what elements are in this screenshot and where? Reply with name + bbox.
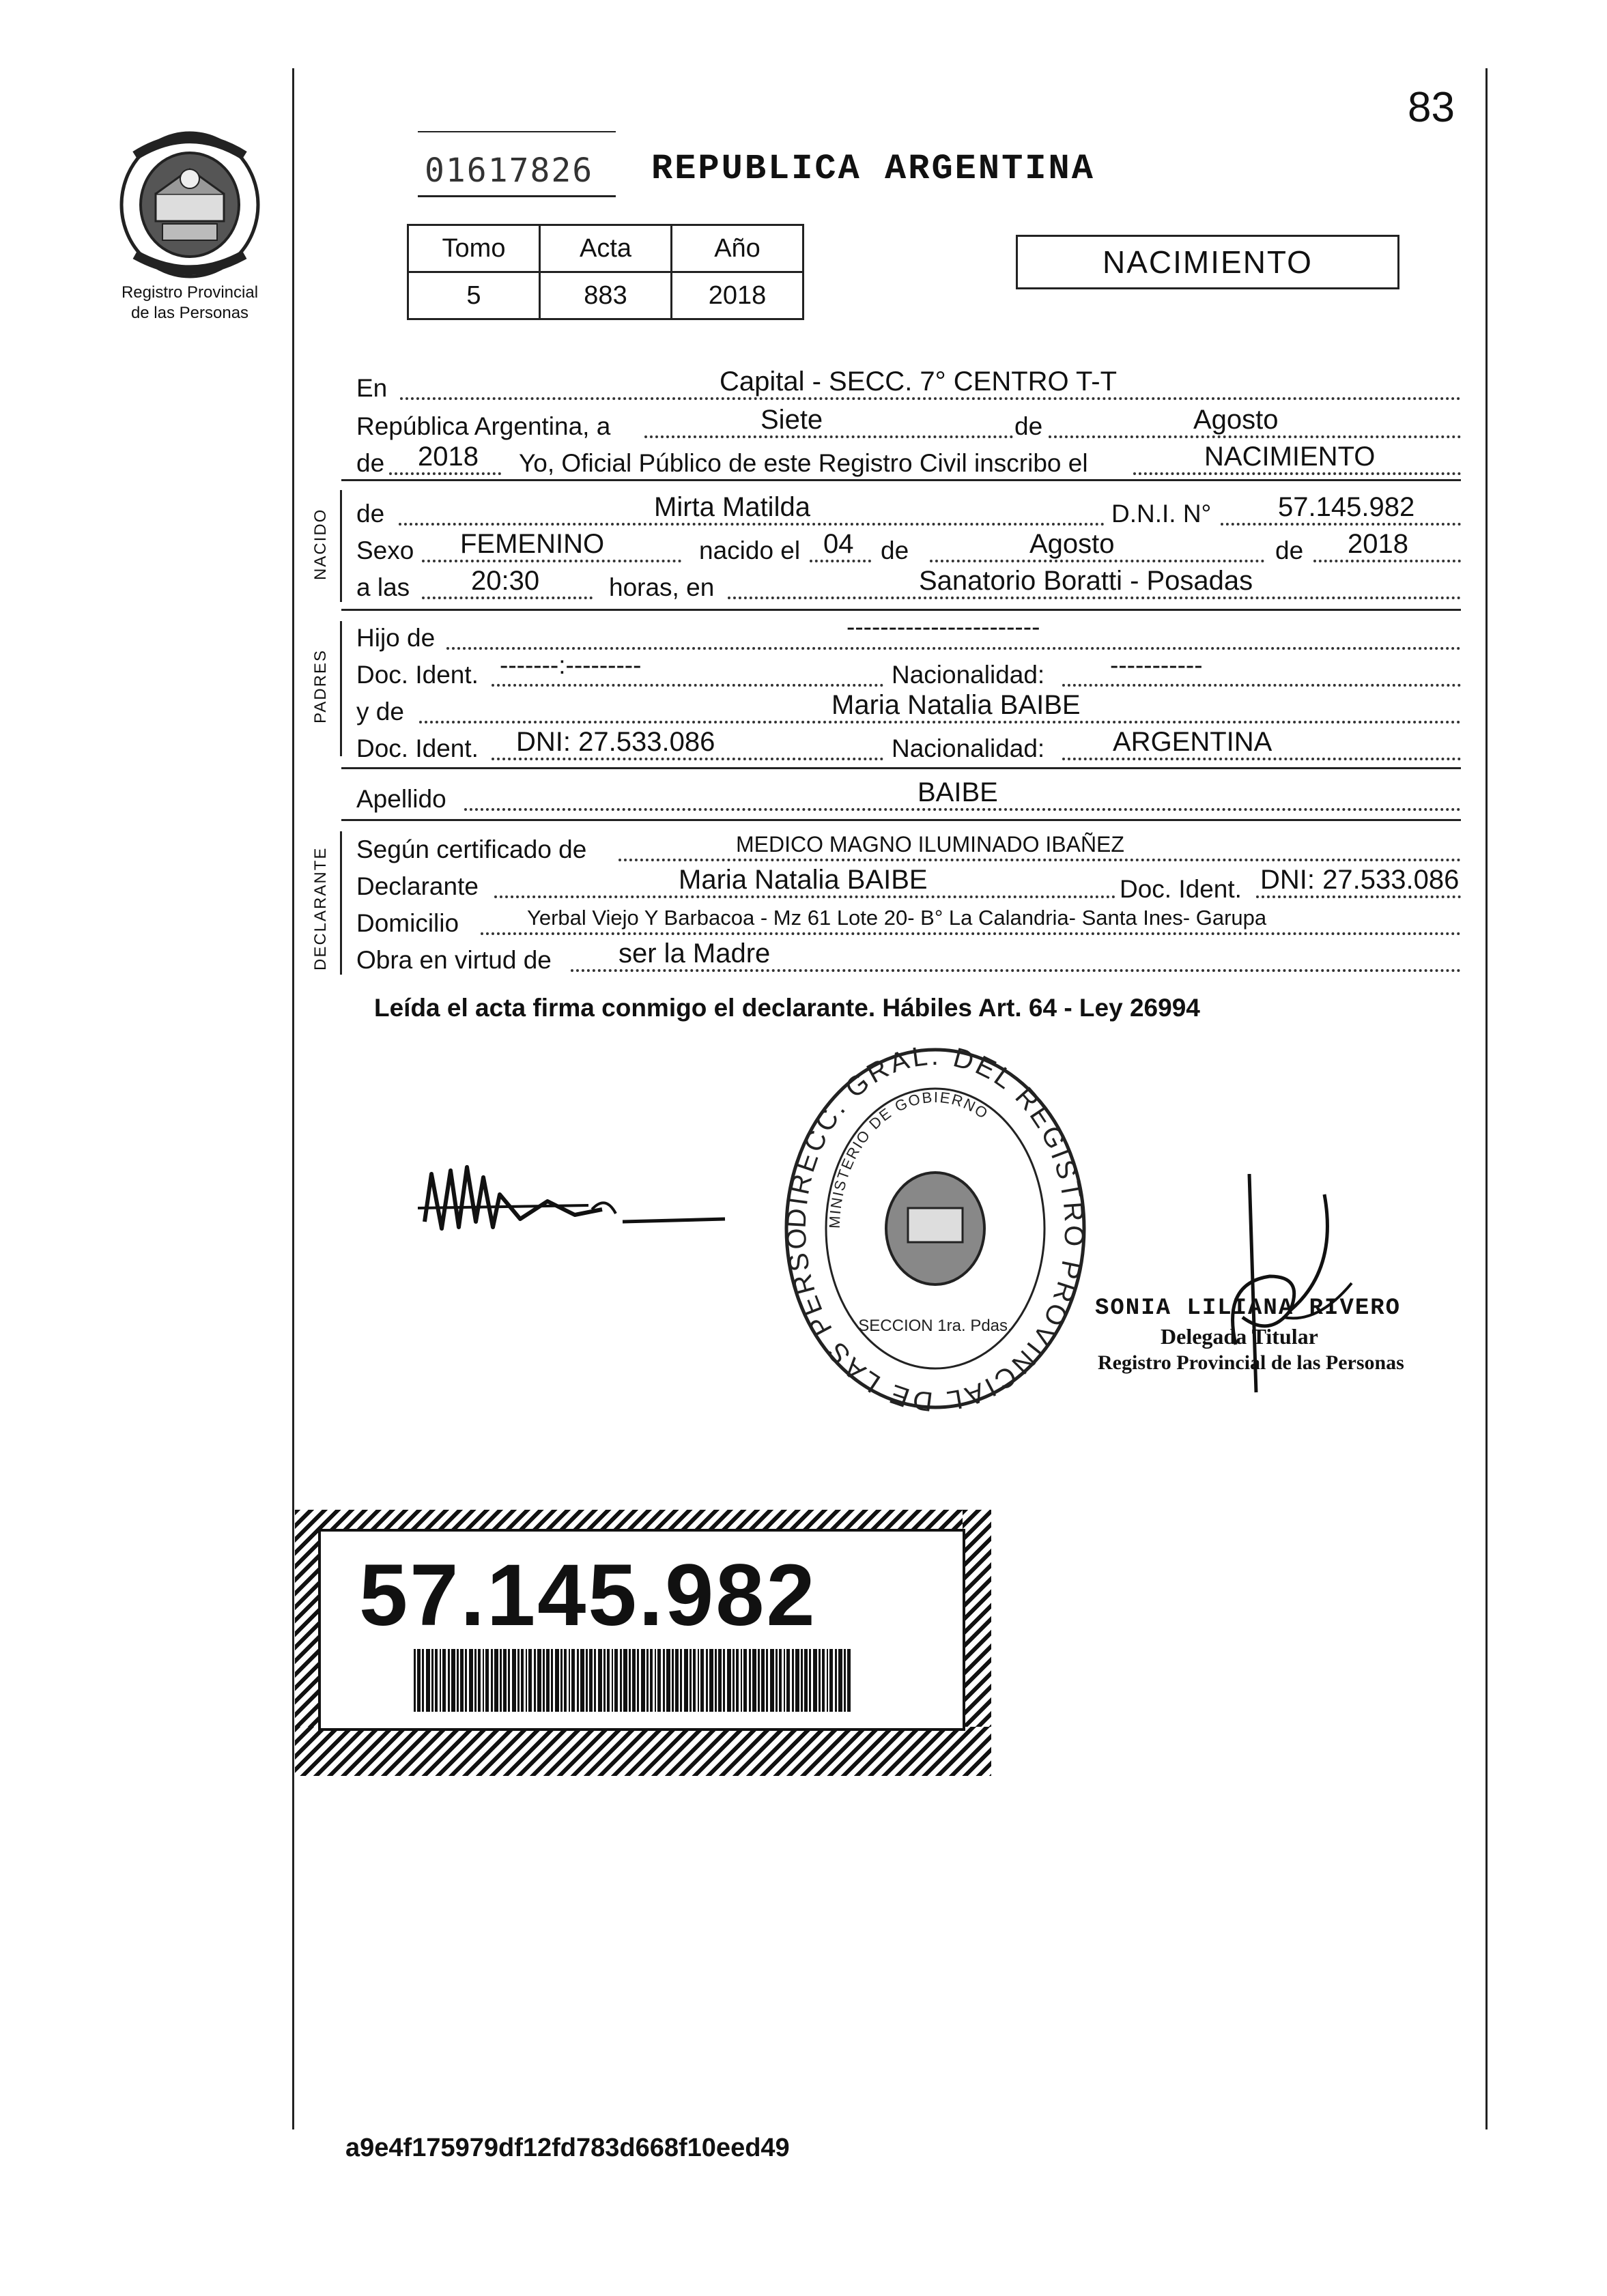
obra-value: ser la Madre xyxy=(618,938,771,968)
yde-label: y de xyxy=(356,698,404,726)
barcode-bar xyxy=(537,1649,541,1712)
barcode-bar xyxy=(838,1649,842,1712)
newborn-sex: FEMENINO xyxy=(460,529,605,559)
barcode-bar xyxy=(706,1649,708,1712)
barcode-bar xyxy=(620,1649,622,1712)
barcode-bar xyxy=(743,1649,747,1712)
registration-year: 2018 xyxy=(418,442,479,472)
section-label-nacido: NACIDO xyxy=(311,508,330,580)
newborn-name: Mirta Matilda xyxy=(654,492,810,522)
barcode-bar xyxy=(835,1649,837,1712)
declarant-address: Yerbal Viejo Y Barbacoa - Mz 61 Lote 20- B° La Calandria- Santa Ines- Garupa xyxy=(527,906,1267,930)
mother-nationality: ARGENTINA xyxy=(1113,727,1272,757)
barcode-bar xyxy=(641,1649,645,1712)
surname: BAIBE xyxy=(918,777,998,807)
serial-stamp xyxy=(418,127,616,202)
barcode-bar xyxy=(551,1649,553,1712)
barcode-sticker xyxy=(318,1529,965,1731)
page-number: 83 xyxy=(1408,84,1455,131)
registry-logo xyxy=(115,128,265,278)
barcode-bar xyxy=(448,1649,450,1712)
barcode-icon xyxy=(414,1649,851,1712)
barcode-bar xyxy=(646,1649,649,1712)
barcode-bar xyxy=(465,1649,467,1712)
barcode-bar xyxy=(666,1649,670,1712)
barcode-bar xyxy=(680,1649,682,1712)
nacido-de-label: de xyxy=(356,500,385,528)
barcode-bar xyxy=(528,1649,532,1712)
barcode-bar xyxy=(526,1649,527,1712)
barcode-bar xyxy=(485,1649,489,1712)
barcode-bar xyxy=(693,1649,696,1712)
divider-intro xyxy=(341,479,1461,481)
birth-de-label: de xyxy=(881,536,909,564)
hijo-de-label: Hijo de xyxy=(356,624,436,652)
inscription-type: NACIMIENTO xyxy=(1204,442,1376,472)
newborn-dni: 57.145.982 xyxy=(1278,492,1415,522)
stamp-outer-text: DIRECC. GRAL. DEL REGISTRO PROVINCIAL DE LAS PERSO xyxy=(781,1044,1090,1413)
barcode-bar xyxy=(589,1649,593,1712)
provincial-seal-icon xyxy=(115,128,265,278)
barcode-bars xyxy=(414,1649,851,1712)
nacido-el-label: nacido el xyxy=(699,536,801,564)
barcode-bar xyxy=(483,1649,484,1712)
barcode-bar xyxy=(727,1649,731,1712)
barcode-bar xyxy=(503,1649,507,1712)
barcode-bar xyxy=(819,1649,821,1712)
barcode-bar xyxy=(569,1649,570,1712)
father-nat-label: Nacionalidad: xyxy=(892,661,1045,689)
left-margin-line xyxy=(292,68,294,2129)
right-margin-line xyxy=(1485,68,1488,2129)
registration-day: Siete xyxy=(760,405,823,435)
barcode-bar xyxy=(426,1649,430,1712)
father-doc: -------:--------- xyxy=(500,651,642,679)
barcode-bar xyxy=(672,1649,674,1712)
barcode-bar xyxy=(770,1649,774,1712)
closing-text: Leída el acta firma conmigo el declarante. Hábiles Art. 64 - Ley 26994 xyxy=(374,994,1200,1022)
barcode-bar xyxy=(580,1649,584,1712)
barcode-bar xyxy=(478,1649,481,1712)
officer-text: Yo, Oficial Público de este Registro Civil inscribo el xyxy=(519,449,1088,477)
book-table-header-row xyxy=(408,225,804,272)
barcode-bar xyxy=(417,1649,421,1712)
barcode-bar xyxy=(801,1649,803,1712)
barcode-bar xyxy=(442,1649,446,1712)
barcode-bar xyxy=(723,1649,725,1712)
barcode-bar xyxy=(508,1649,510,1712)
barcode-bar xyxy=(500,1649,502,1712)
barcode-bar xyxy=(451,1649,455,1712)
barcode-bar xyxy=(795,1649,799,1712)
official-stamp xyxy=(778,1044,1092,1413)
barcode-bar xyxy=(655,1649,656,1712)
barcode-bar xyxy=(571,1649,575,1712)
section-label-padres: PADRES xyxy=(311,649,330,723)
official-name: SONIA LILIANA RIVERO xyxy=(1095,1295,1402,1321)
barcode-bar xyxy=(809,1649,811,1712)
barcode-bar xyxy=(786,1649,790,1712)
barcode-bar xyxy=(623,1649,627,1712)
divider-nacido xyxy=(341,609,1461,611)
barcode-bar xyxy=(784,1649,785,1712)
domicilio-label: Domicilio xyxy=(356,909,459,937)
declarant-doc-label: Doc. Ident. xyxy=(1120,875,1242,903)
barcode-bar xyxy=(733,1649,735,1712)
barcode-bar xyxy=(698,1649,699,1712)
father-nationality: ----------- xyxy=(1110,651,1203,679)
barcode-bar xyxy=(460,1649,464,1712)
stamp-bottom-text: SECCION 1ra. Pdas. xyxy=(858,1317,1012,1335)
section-bar-padres xyxy=(340,621,342,756)
document-hash: a9e4f175979df12fd783d668f10eed49 xyxy=(345,2134,790,2162)
barcode-bar xyxy=(614,1649,618,1712)
barcode-bar xyxy=(546,1649,550,1712)
barcode-bar xyxy=(675,1649,679,1712)
barcode-bar xyxy=(761,1649,765,1712)
declarant-name: Maria Natalia BAIBE xyxy=(679,865,928,895)
declarante-label: Declarante xyxy=(356,872,479,900)
barcode-bar xyxy=(766,1649,768,1712)
barcode-bar xyxy=(422,1649,424,1712)
divider-apellido xyxy=(341,819,1461,821)
registry-label xyxy=(87,283,292,324)
alas-label: a las xyxy=(356,573,410,601)
barcode-bar xyxy=(521,1649,524,1712)
barcode-bar xyxy=(715,1649,717,1712)
book-table-header-ano: Año xyxy=(672,225,804,272)
barcode-bar xyxy=(813,1649,817,1712)
book-table-header-acta: Acta xyxy=(540,225,672,272)
book-table-value-row xyxy=(408,272,804,319)
de-label-year: de xyxy=(356,449,385,477)
barcode-bar xyxy=(632,1649,636,1712)
birth-year: 2018 xyxy=(1348,529,1408,559)
registry-label-line1: Registro Provincial xyxy=(121,283,259,302)
barcode-bar xyxy=(577,1649,579,1712)
barcode-bar xyxy=(517,1649,520,1712)
divider-padres xyxy=(341,767,1461,769)
apellido-label: Apellido xyxy=(356,785,446,813)
certificate-doctor: MEDICO MAGNO ILUMINADO IBAÑEZ xyxy=(736,832,1124,857)
barcode-bar xyxy=(827,1649,828,1712)
stamp-inner-text: MINISTERIO DE GOBIERNO xyxy=(825,1088,992,1229)
barcode-bar xyxy=(822,1649,825,1712)
barcode-bar xyxy=(512,1649,516,1712)
country-title: REPUBLICA ARGENTINA xyxy=(651,149,1095,189)
barcode-bar xyxy=(689,1649,692,1712)
section-label-declarante: DECLARANTE xyxy=(311,846,330,971)
barcode-bar xyxy=(564,1649,567,1712)
barcode-number: 57.145.982 xyxy=(359,1547,817,1644)
registry-place: Capital - SECC. 7° CENTRO T-T xyxy=(720,367,1118,397)
section-bar-declarante xyxy=(340,831,342,975)
barcode-bar xyxy=(844,1649,846,1712)
book-table xyxy=(407,224,804,320)
barcode-bar xyxy=(534,1649,536,1712)
sexo-label: Sexo xyxy=(356,536,414,564)
de-label-day: de xyxy=(1014,412,1043,440)
father-doc-label: Doc. Ident. xyxy=(356,661,479,689)
barcode-bar xyxy=(741,1649,742,1712)
barcode-bar xyxy=(663,1649,665,1712)
obra-label: Obra en virtud de xyxy=(356,946,552,974)
barcode-bar xyxy=(612,1649,613,1712)
barcode-bar xyxy=(560,1649,563,1712)
declarant-signature xyxy=(418,1153,732,1242)
official-stamp-icon xyxy=(778,1044,1092,1413)
birth-day: 04 xyxy=(823,529,854,559)
father-name: ----------------------- xyxy=(847,613,1040,641)
book-table-value-acta: 883 xyxy=(540,272,672,319)
barcode-bar xyxy=(804,1649,808,1712)
barcode-bar xyxy=(650,1649,653,1712)
record-type-box: NACIMIENTO xyxy=(1016,235,1399,289)
birth-month: Agosto xyxy=(1029,529,1115,559)
book-table-header-tomo: Tomo xyxy=(408,225,540,272)
barcode-bar xyxy=(684,1649,688,1712)
registration-month: Agosto xyxy=(1193,405,1279,435)
barcode-bar xyxy=(629,1649,631,1712)
mother-name: Maria Natalia BAIBE xyxy=(831,690,1081,720)
declarant-doc: DNI: 27.533.086 xyxy=(1260,865,1460,895)
barcode-bar xyxy=(586,1649,588,1712)
handwritten-signature-icon xyxy=(418,1153,732,1242)
barcode-bar xyxy=(414,1649,416,1712)
birth-de-label2: de xyxy=(1275,536,1304,564)
barcode-bar xyxy=(491,1649,493,1712)
barcode-bar xyxy=(598,1649,602,1712)
official-role-line2: Registro Provincial de las Personas xyxy=(1098,1351,1404,1374)
sticker-frame-bottom xyxy=(295,1727,991,1776)
registry-label-line2: de las Personas xyxy=(130,304,249,322)
en-label: En xyxy=(356,374,388,402)
barcode-bar xyxy=(749,1649,751,1712)
barcode-bar xyxy=(440,1649,441,1712)
republica-label: República Argentina, a xyxy=(356,412,611,440)
barcode-bar xyxy=(603,1649,606,1712)
official-role-line1: Delegada Titular xyxy=(1161,1324,1318,1349)
barcode-bar xyxy=(718,1649,722,1712)
barcode-bar xyxy=(637,1649,639,1712)
barcode-bar xyxy=(736,1649,739,1712)
barcode-bar xyxy=(607,1649,610,1712)
barcode-bar xyxy=(435,1649,438,1712)
mother-doc-label: Doc. Ident. xyxy=(356,734,479,762)
birth-time: 20:30 xyxy=(471,566,540,596)
barcode-bar xyxy=(829,1649,833,1712)
barcode-bar xyxy=(494,1649,498,1712)
barcode-bar xyxy=(431,1649,433,1712)
barcode-bar xyxy=(555,1649,559,1712)
barcode-bar xyxy=(543,1649,545,1712)
section-bar-nacido xyxy=(340,490,342,602)
barcode-bar xyxy=(792,1649,794,1712)
barcode-bar xyxy=(457,1649,459,1712)
barcode-bar xyxy=(474,1649,477,1712)
mother-nat-label: Nacionalidad: xyxy=(892,734,1045,762)
barcode-bar xyxy=(469,1649,473,1712)
barcode-bar xyxy=(752,1649,756,1712)
dni-label: D.N.I. N° xyxy=(1111,500,1212,528)
barcode-bar xyxy=(776,1649,778,1712)
book-table-value-ano: 2018 xyxy=(672,272,804,319)
barcode-bar xyxy=(847,1649,851,1712)
barcode-bar xyxy=(758,1649,760,1712)
barcode-bar xyxy=(657,1649,661,1712)
horas-label: horas, en xyxy=(609,573,715,601)
serial-number: 01617826 xyxy=(425,152,594,190)
barcode-bar xyxy=(709,1649,713,1712)
cert-label: Según certificado de xyxy=(356,835,587,863)
barcode-bar xyxy=(779,1649,782,1712)
barcode-bar xyxy=(700,1649,704,1712)
birth-place: Sanatorio Boratti - Posadas xyxy=(919,566,1253,596)
mother-doc: DNI: 27.533.086 xyxy=(516,727,715,757)
book-table-value-tomo: 5 xyxy=(408,272,540,319)
barcode-bar xyxy=(594,1649,596,1712)
